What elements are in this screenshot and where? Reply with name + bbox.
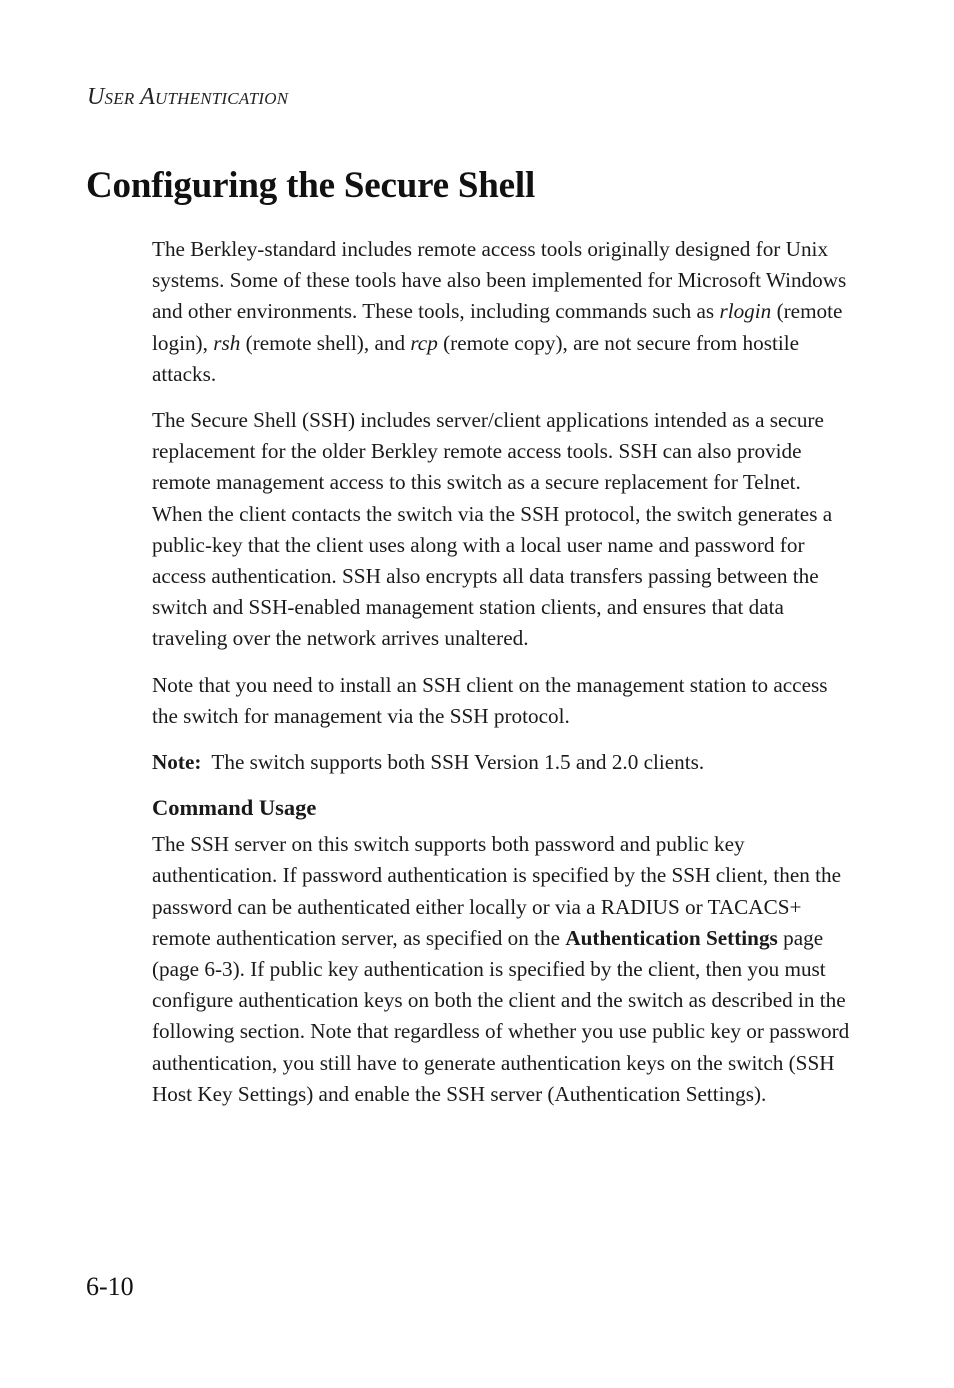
- command-rlogin: rlogin: [719, 299, 772, 324]
- usage-text-start: The SSH server on this switch supports both password and public key authentication. If password authentication is specified by the SSH client, then the password can be authenticated either locally or via a RADIUS or TACACS+ remote authentication server, as specified on the: [152, 832, 842, 950]
- command-rsh: rsh: [213, 330, 241, 355]
- running-head: User Authentication: [87, 84, 289, 110]
- note: [152, 747, 852, 778]
- paragraph-install-client: Note that you need to install an SSH client on the management station to access the switch for management via the SSH protocol.: [152, 672, 828, 728]
- paragraph-ssh-description: The Secure Shell (SSH) includes server/client applications intended as a secure replacement for the older Berkley remote access tools. SSH can also provide remote management access to this switch as a secure replacement for Telnet. When the client contacts the switch via the SSH protocol, the switch generates a public-key that the client uses along with a local user name and password for access authentication. SSH also encrypts all data transfers passing between the switch and SSH-enabled management station clients, and ensures that data traveling over the network arrives unaltered.: [152, 408, 833, 651]
- para1-text-mid1: (remote login),: [152, 299, 843, 355]
- para1-text-mid2: (remote shell), and: [240, 330, 411, 355]
- authentication-settings-reference: Authentication Settings: [565, 925, 778, 950]
- para1-text-end: (remote copy), are not secure from hostile attacks.: [152, 330, 800, 386]
- body-text: [152, 234, 852, 1125]
- para1-text-start: The Berkley-standard includes remote access tools originally designed for Unix systems. Some of these tools have also been implemented for Microsoft Windows and other environments. These tools, including commands such as: [152, 237, 847, 324]
- command-rcp: rcp: [410, 330, 438, 355]
- usage-text-end: page (page 6-3). If public key authentication is specified by the client, then you must configure authentication keys on both the client and the switch as described in the following section. Note that regardless of whether you use public key or password authentication, you still have to generate authentication keys on the switch (SSH Host Key Settings) and enable the SSH server (Authentication Settings).: [152, 925, 850, 1106]
- command-usage-paragraph: [152, 829, 852, 1110]
- note-label: Note:: [152, 750, 202, 775]
- page-number: 6-10: [86, 1272, 134, 1301]
- paragraph-berkley-tools: [152, 234, 852, 390]
- command-usage-heading: Command Usage: [152, 795, 317, 821]
- page-title: Configuring the Secure Shell: [86, 165, 536, 206]
- note-text: The switch supports both SSH Version 1.5 and 2.0 clients.: [211, 750, 705, 775]
